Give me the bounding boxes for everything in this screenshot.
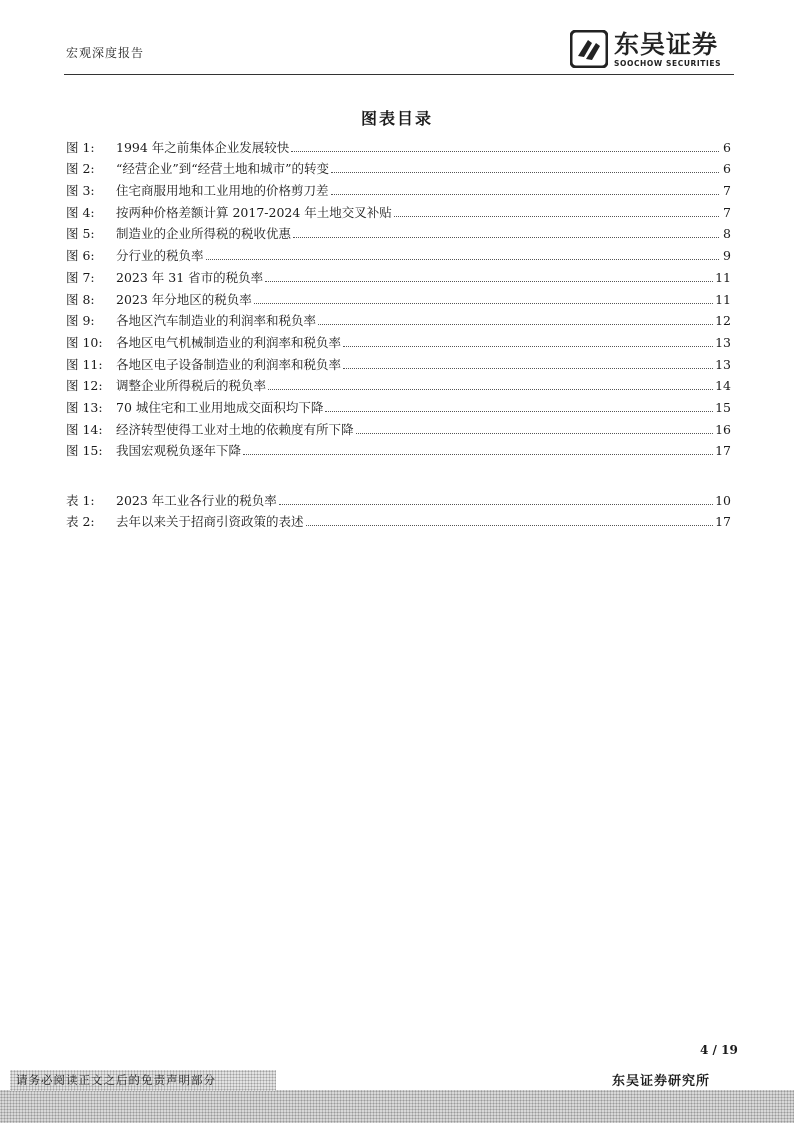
dot-leader	[356, 432, 714, 434]
toc-figure-entry[interactable]	[66, 220, 731, 242]
entry-label: 图 15:	[66, 443, 103, 459]
dot-leader	[343, 345, 713, 347]
entry-label: 图 4:	[66, 204, 95, 220]
brand-name-cn: 东吴证券	[614, 30, 719, 59]
entry-title: 分行业的税负率	[116, 248, 204, 264]
toc-figure-entry[interactable]	[66, 350, 731, 372]
entry-label: 图 12:	[66, 378, 103, 394]
entry-page: 11	[715, 291, 731, 307]
entry-label: 表 2:	[66, 514, 95, 530]
entry-label: 图 6:	[66, 248, 95, 264]
entry-label: 图 11:	[66, 356, 103, 372]
entry-title: 调整企业所得税后的税负率	[116, 378, 267, 394]
toc-figure-entry[interactable]	[66, 198, 731, 220]
dot-leader	[279, 503, 713, 505]
entry-page: 13	[715, 356, 731, 372]
brand-logo	[570, 30, 740, 70]
toc-figure-entry[interactable]	[66, 263, 731, 285]
entry-page: 7	[723, 183, 731, 199]
entry-title: 2023 年 31 省市的税负率	[116, 269, 264, 285]
brand-name-en: SOOCHOW SECURITIES	[614, 59, 722, 68]
entry-label: 图 8:	[66, 291, 95, 307]
soochow-logo-icon	[570, 30, 608, 68]
toc-figure-entry[interactable]	[66, 176, 731, 198]
entry-page: 9	[723, 248, 731, 264]
entry-page: 17	[715, 514, 731, 530]
toc-figure-entry[interactable]	[66, 241, 731, 263]
page-number: 4 / 19	[700, 1043, 738, 1057]
entry-title: 70 城住宅和工业用地成交面积均下降	[116, 399, 324, 415]
entry-title: “经营企业”到“经营土地和城市”的转变	[116, 161, 330, 177]
entry-page: 10	[715, 492, 731, 508]
entry-label: 图 9:	[66, 313, 95, 329]
entry-page: 6	[723, 161, 731, 177]
dot-leader	[343, 367, 713, 369]
toc-figure-entry[interactable]	[66, 155, 731, 177]
figure-list	[66, 133, 731, 458]
entry-title: 各地区电气机械制造业的利润率和税负率	[116, 334, 342, 350]
entry-label: 图 7:	[66, 269, 95, 285]
toc-figure-entry[interactable]	[66, 415, 731, 437]
entry-title: 2023 年工业各行业的税负率	[116, 492, 277, 508]
entry-label: 图 3:	[66, 183, 95, 199]
entry-page: 14	[715, 378, 731, 394]
toc-figure-entry[interactable]	[66, 285, 731, 307]
entry-page: 13	[715, 334, 731, 350]
entry-page: 16	[715, 421, 731, 437]
entry-title: 各地区电子设备制造业的利润率和税负率	[116, 356, 342, 372]
entry-page: 7	[723, 204, 731, 220]
entry-title: 按两种价格差额计算 2017-2024 年土地交叉补贴	[116, 204, 392, 220]
entry-page: 8	[723, 226, 731, 242]
disclaimer-note: 请务必阅读正文之后的免责声明部分	[10, 1070, 276, 1091]
entry-page: 17	[715, 443, 731, 459]
dot-leader	[331, 193, 719, 195]
entry-label: 图 2:	[66, 161, 95, 177]
entry-label: 图 5:	[66, 226, 95, 242]
entry-page: 15	[715, 399, 731, 415]
dot-leader	[394, 215, 719, 217]
header-divider	[64, 74, 734, 75]
entry-title: 经济转型使得工业对土地的依赖度有所下降	[116, 421, 354, 437]
toc-table-entry[interactable]	[66, 486, 731, 508]
toc-table-entry[interactable]	[66, 508, 731, 530]
entry-label: 图 13:	[66, 399, 103, 415]
footer-bar	[0, 1090, 794, 1123]
entry-title: 住宅商服用地和工业用地的价格剪刀差	[116, 183, 329, 199]
toc-figure-entry[interactable]	[66, 437, 731, 459]
dot-leader	[293, 236, 719, 238]
toc-figure-entry[interactable]	[66, 372, 731, 394]
dot-leader	[331, 171, 719, 173]
report-type: 宏观深度报告	[66, 46, 145, 60]
dot-leader	[306, 524, 714, 526]
entry-title: 我国宏观税负逐年下降	[116, 443, 242, 459]
institute-name: 东吴证券研究所	[612, 1074, 711, 1089]
entry-label: 表 1:	[66, 492, 95, 508]
dot-leader	[291, 150, 719, 152]
table-list	[66, 486, 731, 529]
dot-leader	[254, 302, 713, 304]
entry-page: 11	[715, 269, 731, 285]
entry-title: 各地区汽车制造业的利润率和税负率	[116, 313, 317, 329]
entry-label: 图 1:	[66, 139, 95, 155]
entry-title: 1994 年之前集体企业发展较快	[116, 139, 290, 155]
toc-title: 图表目录	[360, 109, 433, 128]
toc-figure-entry[interactable]	[66, 133, 731, 155]
dot-leader	[325, 410, 713, 412]
entry-page: 6	[723, 139, 731, 155]
entry-label: 图 14:	[66, 421, 103, 437]
toc-figure-entry[interactable]	[66, 307, 731, 329]
entry-title: 制造业的企业所得税的税收优惠	[116, 226, 292, 242]
entry-page: 12	[715, 313, 731, 329]
toc-figure-entry[interactable]	[66, 393, 731, 415]
dot-leader	[243, 453, 713, 455]
dot-leader	[268, 388, 713, 390]
dot-leader	[206, 258, 719, 260]
entry-title: 去年以来关于招商引资政策的表述	[116, 514, 304, 530]
entry-title: 2023 年分地区的税负率	[116, 291, 252, 307]
toc-figure-entry[interactable]	[66, 328, 731, 350]
entry-label: 图 10:	[66, 334, 103, 350]
dot-leader	[265, 280, 713, 282]
dot-leader	[318, 323, 713, 325]
